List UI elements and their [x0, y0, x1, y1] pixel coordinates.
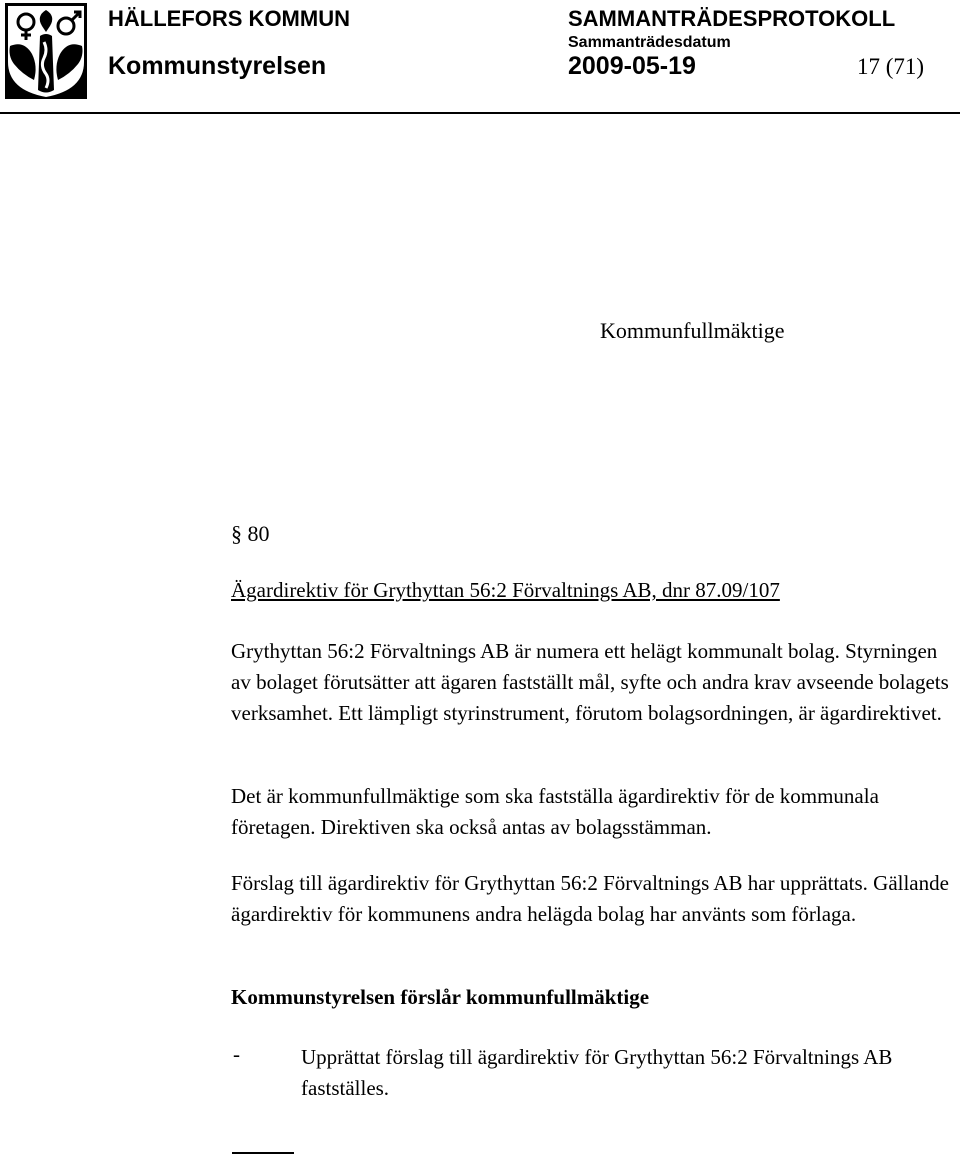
recipient: Kommunfullmäktige — [600, 318, 785, 343]
item-title: Ägardirektiv för Grythyttan 56:2 Förvaltnings AB, dnr 87.09/107 — [231, 578, 780, 602]
proposal-heading: Kommunstyrelsen förslår kommunfullmäktige — [231, 985, 650, 1009]
proposal-item-text: Upprättat förslag till ägardirektiv för Grythyttan 56:2 Förvaltnings AB fastställes. — [301, 1045, 893, 1100]
document-type: SAMMANTRÄDESPROTOKOLL — [568, 6, 896, 31]
municipality-name: HÄLLEFORS KOMMUN — [108, 6, 350, 31]
page-number: 17 (71) — [857, 54, 925, 79]
meeting-date-label: Sammanträdesdatum — [568, 34, 731, 51]
footnote-divider — [232, 1152, 294, 1154]
proposal-bullet-marker: - — [233, 1042, 240, 1066]
body-paragraph-2: Det är kommunfullmäktige som ska fastställa ägardirektiv för de kommunala företagen. Direktiven ska också antas av bolagsstämman. — [231, 784, 879, 839]
paragraph-number: § 80 — [231, 521, 270, 546]
municipality-coat-of-arms-icon — [4, 2, 88, 100]
committee-name: Kommunstyrelsen — [108, 52, 327, 80]
meeting-date: 2009-05-19 — [568, 52, 696, 80]
body-paragraph-1: Grythyttan 56:2 Förvaltnings AB är numera ett helägt kommunalt bolag. Styrningen av bolaget förutsätter att ägaren fastställt mål, syfte och andra krav avseende bolagets verksamhet. Ett lämpligt styrinstrument, förutom bolagsordningen, är ägardirektivet. — [231, 639, 949, 725]
header-divider — [0, 112, 960, 114]
body-paragraph-3: Förslag till ägardirektiv för Grythyttan 56:2 Förvaltnings AB har upprättats. Gällande ägardirektiv för kommunens andra helägda bolag har använts som förlaga. — [231, 871, 949, 926]
